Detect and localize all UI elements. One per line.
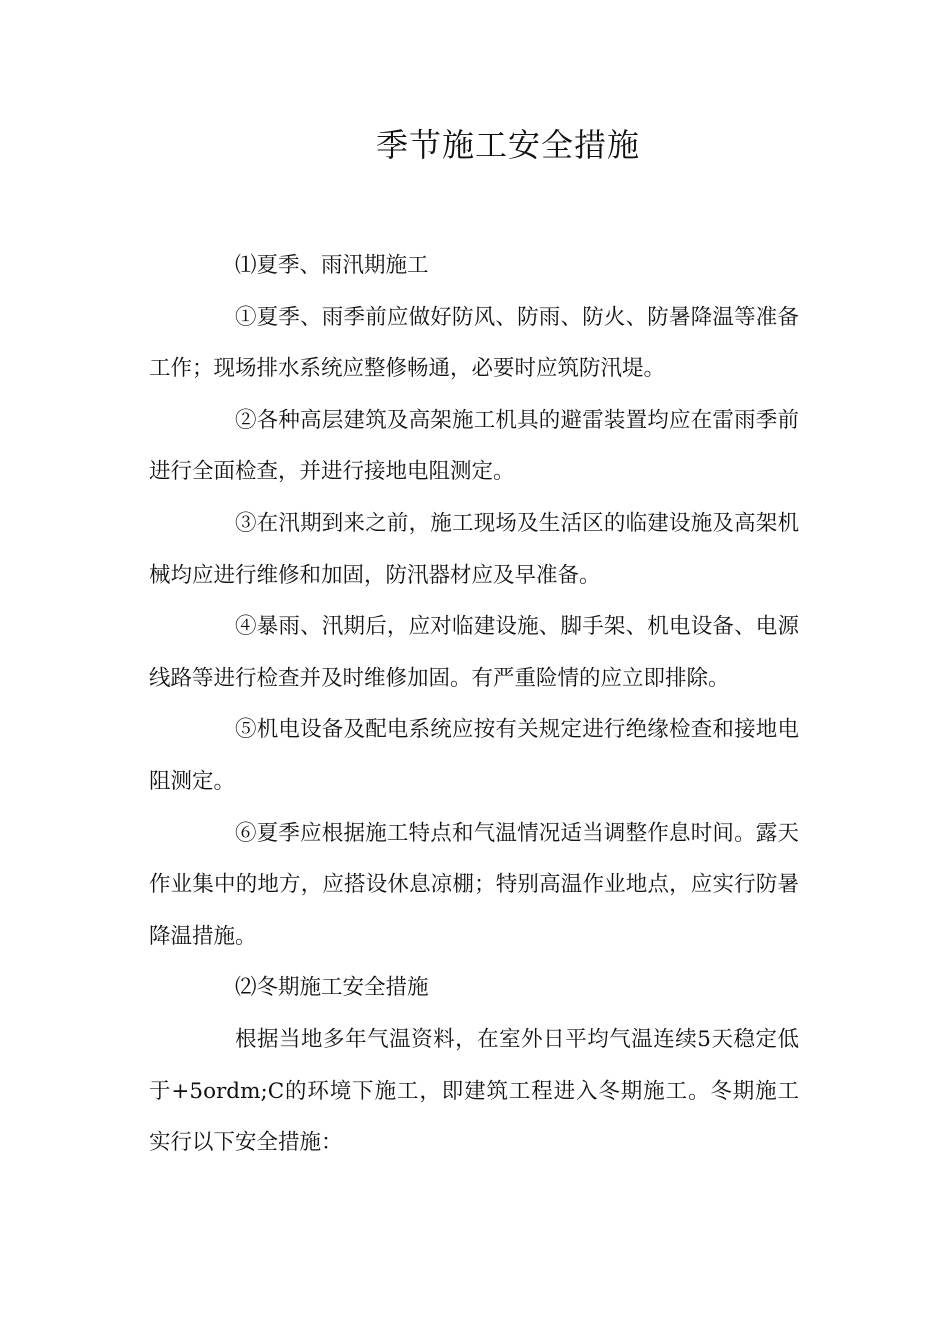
section-heading-winter: ⑵冬期施工安全措施 bbox=[235, 975, 429, 1001]
paragraph-winter-intro: 根据当地多年气温资料，在室外日平均气温连续5天稳定低于+5ordm;C的环境下施工，即建筑工程进入冬期施工。冬期施工实行以下安全措施： bbox=[149, 1026, 799, 1156]
paragraph-item-1: ①夏季、雨季前应做好防风、防雨、防火、防暑降温等准备工作；现场排水系统应整修畅通，必要时应筑防汛堤。 bbox=[149, 304, 799, 382]
page-title: 季节施工安全措施 bbox=[375, 126, 640, 164]
paragraph-item-4: ④暴雨、汛期后，应对临建设施、脚手架、机电设备、电源线路等进行检查并及时维修加固。有严重险情的应立即排除。 bbox=[149, 614, 799, 691]
document-body bbox=[149, 240, 799, 1169]
paragraph-item-3: ③在汛期到来之前，施工现场及生活区的临建设施及高架机械均应进行维修和加固，防汛器材应及早准备。 bbox=[149, 510, 799, 588]
section-heading-summer: ⑴夏季、雨汛期施工 bbox=[235, 253, 429, 278]
paragraph-item-2: ②各种高层建筑及高架施工机具的避雷装置均应在雷雨季前进行全面检查，并进行接地电阻测定。 bbox=[149, 407, 799, 485]
paragraph-item-5: ⑤机电设备及配电系统应按有关规定进行绝缘检查和接地电阻测定。 bbox=[149, 717, 799, 794]
paragraph-item-6: ⑥夏季应根据施工特点和气温情况适当调整作息时间。露天作业集中的地方，应搭设休息凉棚；特别高温作业地点，应实行防暑降温措施。 bbox=[149, 820, 799, 949]
